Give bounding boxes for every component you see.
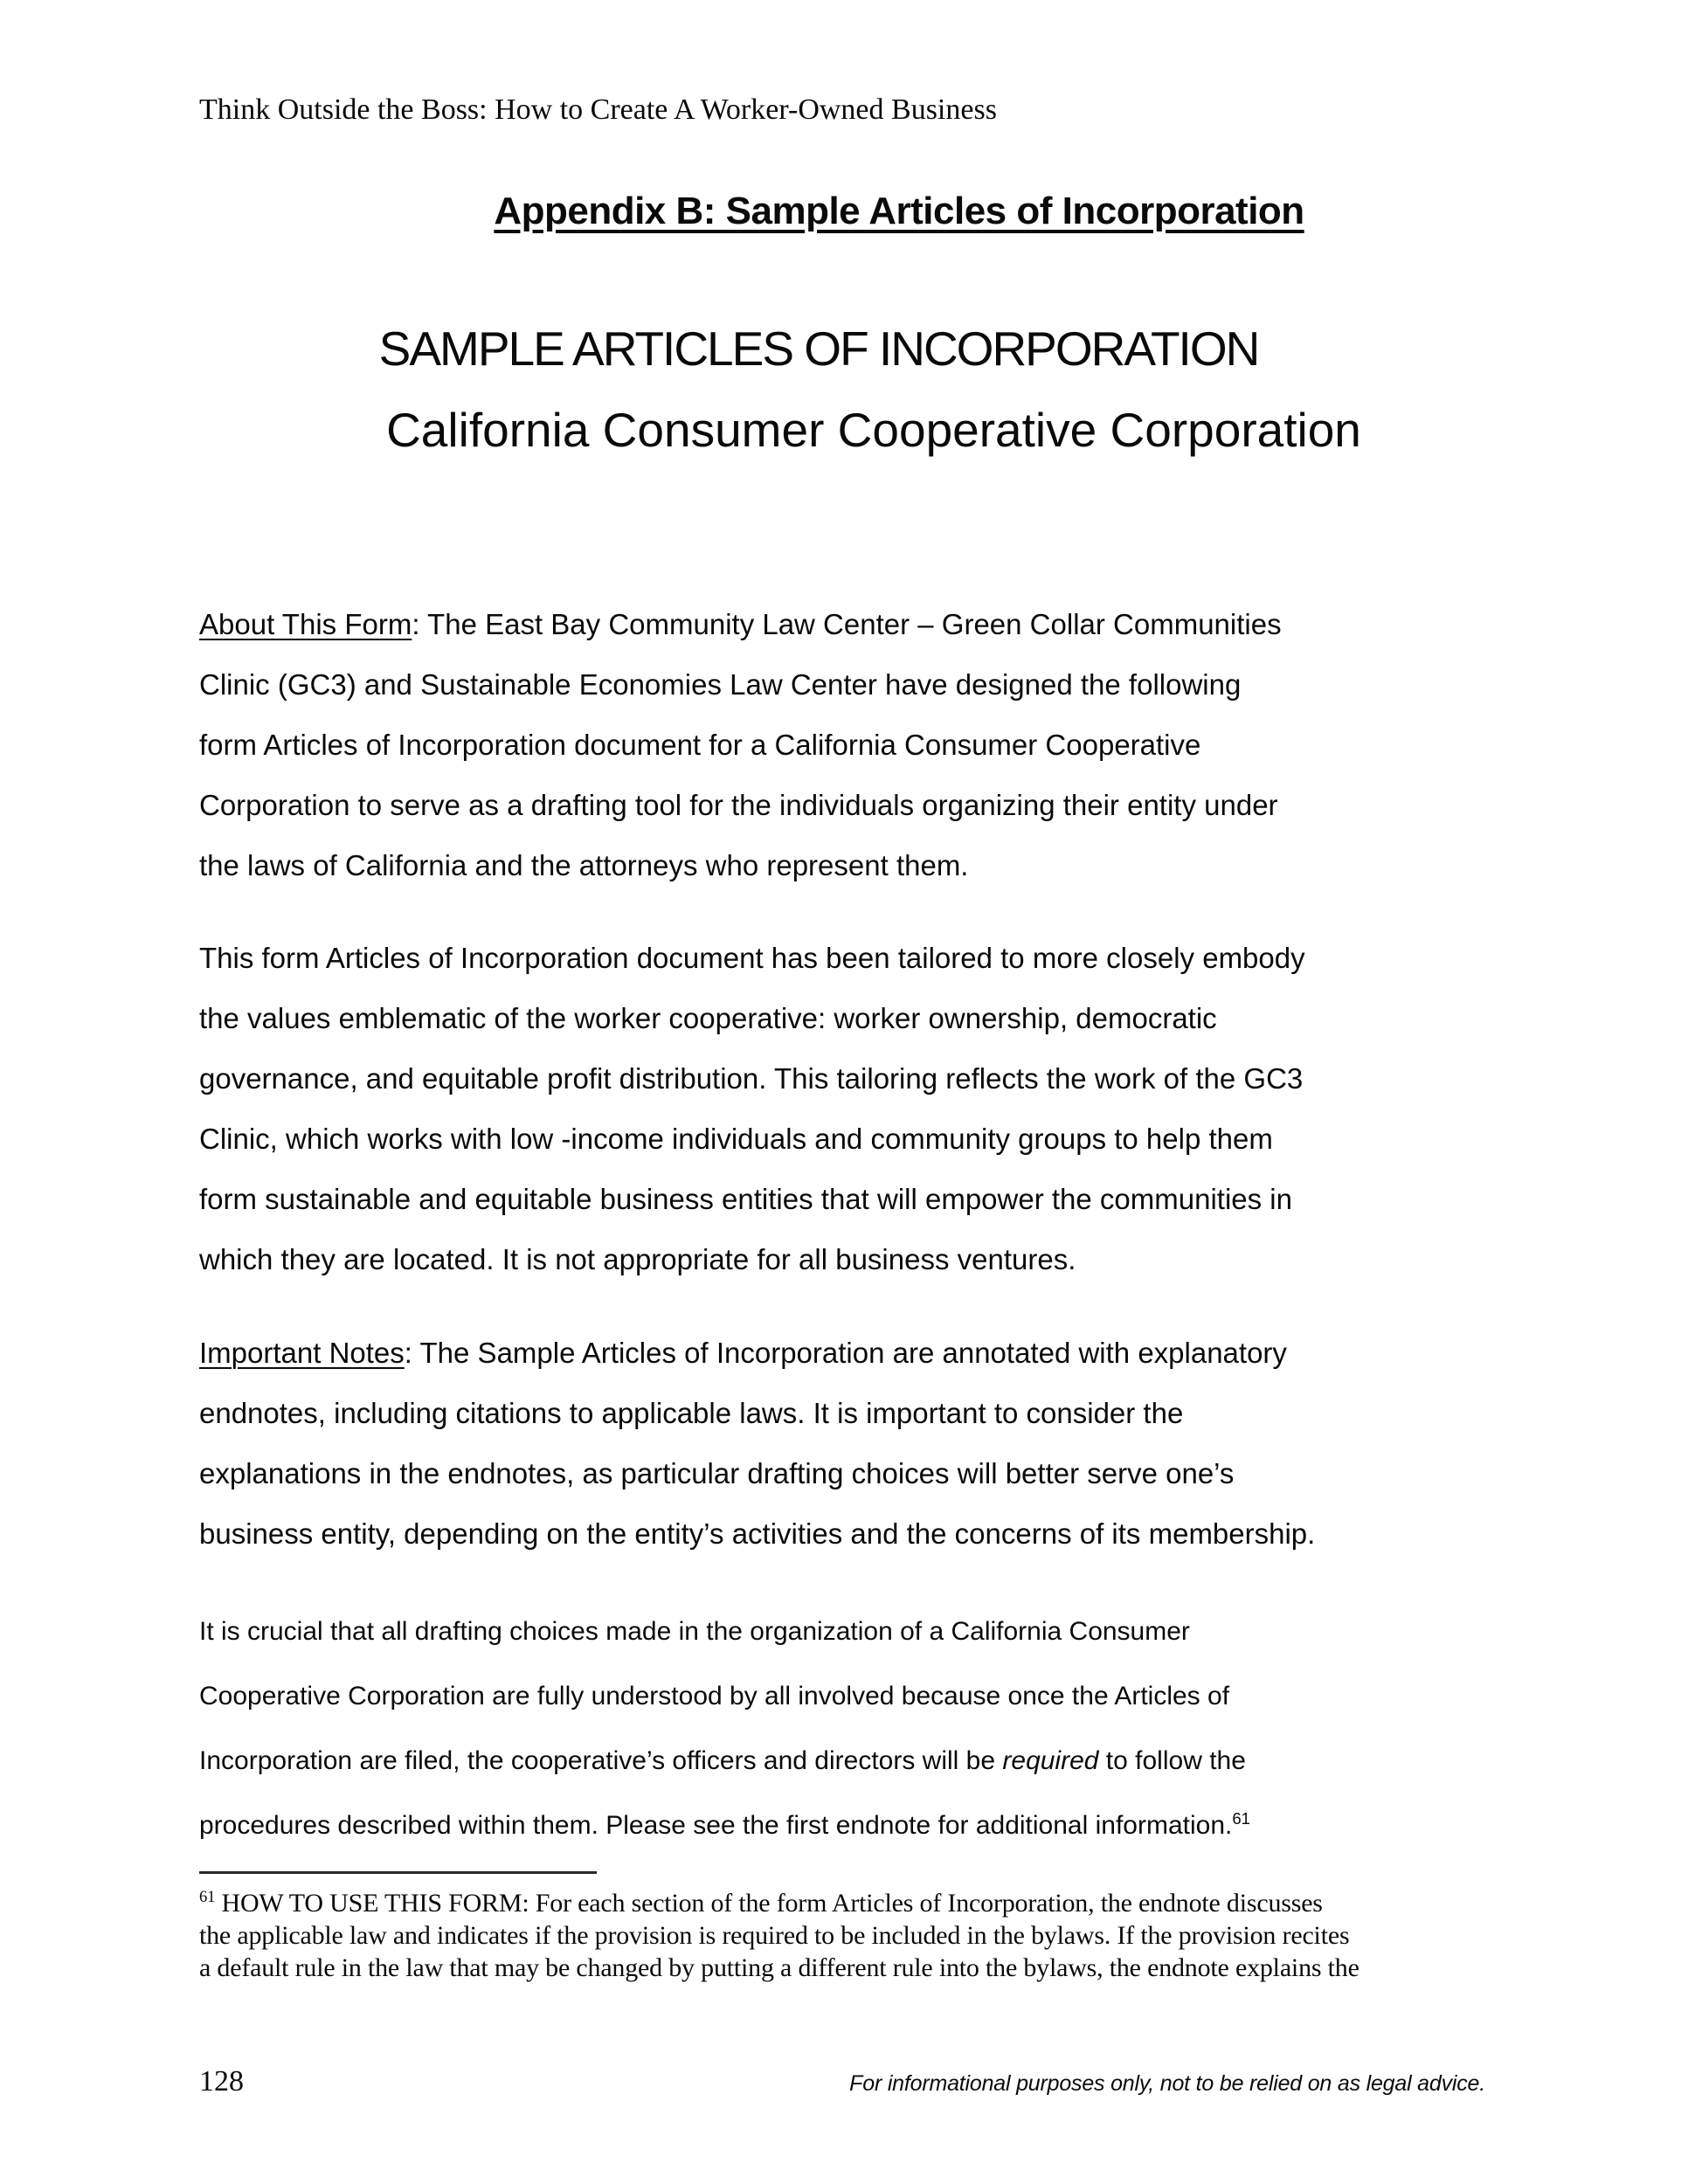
page-footer <box>199 2064 1485 2101</box>
text-segment: This form Articles of Incorporation document has been tailored to more closely embody <box>199 942 1305 974</box>
text-line <box>199 1323 1485 1383</box>
text-segment: endnotes, including citations to applicable laws. It is important to consider the <box>199 1397 1184 1429</box>
text-line <box>199 1952 1485 1984</box>
text-segment: Cooperative Corporation are fully understood by all involved because once the Articles of <box>199 1682 1230 1711</box>
text-line <box>199 715 1485 775</box>
text-segment: explanations in the endnotes, as particular drafting choices will better serve one’s <box>199 1457 1235 1489</box>
paragraph-important-notes <box>199 1323 1485 1564</box>
underlined-text: Important Notes <box>199 1337 405 1369</box>
footnote-ref: 61 <box>1232 1809 1251 1828</box>
text-line <box>199 594 1485 654</box>
underlined-text: About This Form <box>199 608 412 640</box>
footnote-block <box>199 1887 1485 1984</box>
appendix-heading <box>199 185 1485 238</box>
text-line <box>199 654 1485 715</box>
paragraph-crucial-choices <box>199 1600 1485 1858</box>
text-segment: procedures described within them. Please see the first endnote for additional information. <box>199 1811 1233 1840</box>
text-line <box>199 835 1485 895</box>
text-line <box>199 1383 1485 1443</box>
text-segment: business entity, depending on the entity’s activities and the concerns of its membership. <box>199 1517 1316 1550</box>
text-segment: : The East Bay Community Law Center – Green Collar Communities <box>412 608 1282 640</box>
paragraph-tailored-values <box>199 928 1485 1289</box>
text-line <box>199 1664 1485 1729</box>
text-line <box>199 1887 1485 1919</box>
text-segment: the laws of California and the attorneys who represent them. <box>199 849 969 881</box>
text-line <box>199 1503 1485 1564</box>
text-line <box>199 775 1485 835</box>
appendix-heading-text: Appendix B: Sample Articles of Incorporation <box>494 190 1304 232</box>
text-line <box>199 1048 1485 1109</box>
text-segment: form sustainable and equitable business entities that will empower the communities in <box>199 1183 1292 1215</box>
title-line-1: SAMPLE ARTICLES OF INCORPORATION <box>378 321 1259 376</box>
text-segment: form Articles of Incorporation document for a California Consumer Cooperative <box>199 729 1201 761</box>
text-segment: HOW TO USE THIS FORM: For each section of the form Articles of Incorporation, the endnote discusses <box>215 1889 1323 1918</box>
text-segment: governance, and equitable profit distribution. This tailoring reflects the work of the GC3 <box>199 1062 1304 1095</box>
text-line <box>199 1729 1485 1794</box>
text-line <box>199 1794 1485 1858</box>
text-segment: Clinic (GC3) and Sustainable Economies Law Center have designed the following <box>199 668 1242 701</box>
text-segment: the applicable law and indicates if the provision is required to be included in the bylaws. If the provision recites <box>199 1921 1350 1950</box>
running-header: Think Outside the Boss: How to Create A Worker-Owned Business <box>199 93 997 126</box>
page-number: 128 <box>199 2065 244 2098</box>
text-segment: : The Sample Articles of Incorporation are annotated with explanatory <box>404 1337 1287 1369</box>
text-line <box>199 1443 1485 1503</box>
footnote-separator <box>199 1871 597 1874</box>
document-title <box>199 308 1485 471</box>
text-line <box>199 1229 1485 1289</box>
italic-text: required <box>1002 1746 1099 1775</box>
text-line <box>199 928 1485 988</box>
footer-disclaimer: For informational purposes only, not to be relied on as legal advice. <box>849 2071 1485 2096</box>
text-segment: Incorporation are filed, the cooperative’s officers and directors will be <box>199 1746 1003 1775</box>
text-line <box>199 1600 1485 1664</box>
paragraph-about-this-form <box>199 594 1485 895</box>
text-line <box>199 1919 1485 1952</box>
text-segment: a default rule in the law that may be changed by putting a different rule into the bylaws, the endnote explains the <box>199 1953 1359 1982</box>
text-segment: Clinic, which works with low -income individuals and community groups to help them <box>199 1123 1273 1155</box>
text-line <box>199 1109 1485 1169</box>
title-line-2: California Consumer Cooperative Corporation <box>386 403 1361 457</box>
text-segment: to follow the <box>1098 1746 1246 1775</box>
footnote-ref: 61 <box>199 1888 216 1906</box>
text-segment: It is crucial that all drafting choices made in the organization of a California Consumer <box>199 1617 1190 1646</box>
text-segment: which they are located. It is not appropriate for all business ventures. <box>199 1243 1076 1275</box>
text-line <box>199 1169 1485 1229</box>
text-segment: the values emblematic of the worker cooperative: worker ownership, democratic <box>199 1002 1217 1034</box>
text-line <box>199 988 1485 1048</box>
text-segment: Corporation to serve as a drafting tool for the individuals organizing their entity under <box>199 789 1278 821</box>
